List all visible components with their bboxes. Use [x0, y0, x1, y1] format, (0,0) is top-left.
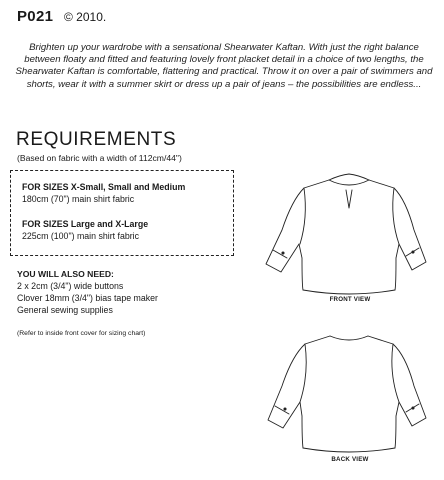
back-view-label: BACK VIEW [331, 456, 369, 463]
back-view-illustration [268, 336, 426, 452]
also-need-item: General sewing supplies [17, 305, 113, 315]
front-view-label: FRONT VIEW [329, 296, 371, 303]
size-group-title: FOR SIZES X-Small, Small and Medium [22, 182, 186, 192]
copyright-text: © 2010. [64, 10, 107, 24]
size-group-fabric: 180cm (70") main shirt fabric [22, 194, 135, 204]
front-view-illustration [266, 174, 426, 294]
intro-paragraph: Brighten up your wardrobe with a sensational Shearwater Kaftan. With just the right balance between floaty and fitted and featuring lovely front placket detail in a choice of two lengths, the Shearwater Kaftan is comfortable, flattering and practical. Throw it on over a pair of swimmers and shorts, wear it with a summer skirt or dress up a pair of jeans – the possibilities are endless... [15, 42, 433, 90]
also-need-item: Clover 18mm (3/4") bias tape maker [17, 293, 158, 303]
requirements-heading: REQUIREMENTS [16, 129, 177, 150]
also-need-item: 2 x 2cm (3/4") wide buttons [17, 281, 124, 291]
size-group-fabric: 225cm (100") main shirt fabric [22, 231, 140, 241]
sizing-chart-note: (Refer to inside front cover for sizing chart) [17, 330, 146, 337]
also-need-heading: YOU WILL ALSO NEED: [17, 269, 114, 279]
size-group-title: FOR SIZES Large and X-Large [22, 219, 149, 229]
requirements-subheading: (Based on fabric with a width of 112cm/44") [17, 153, 182, 163]
pattern-code: P021 [17, 8, 54, 25]
